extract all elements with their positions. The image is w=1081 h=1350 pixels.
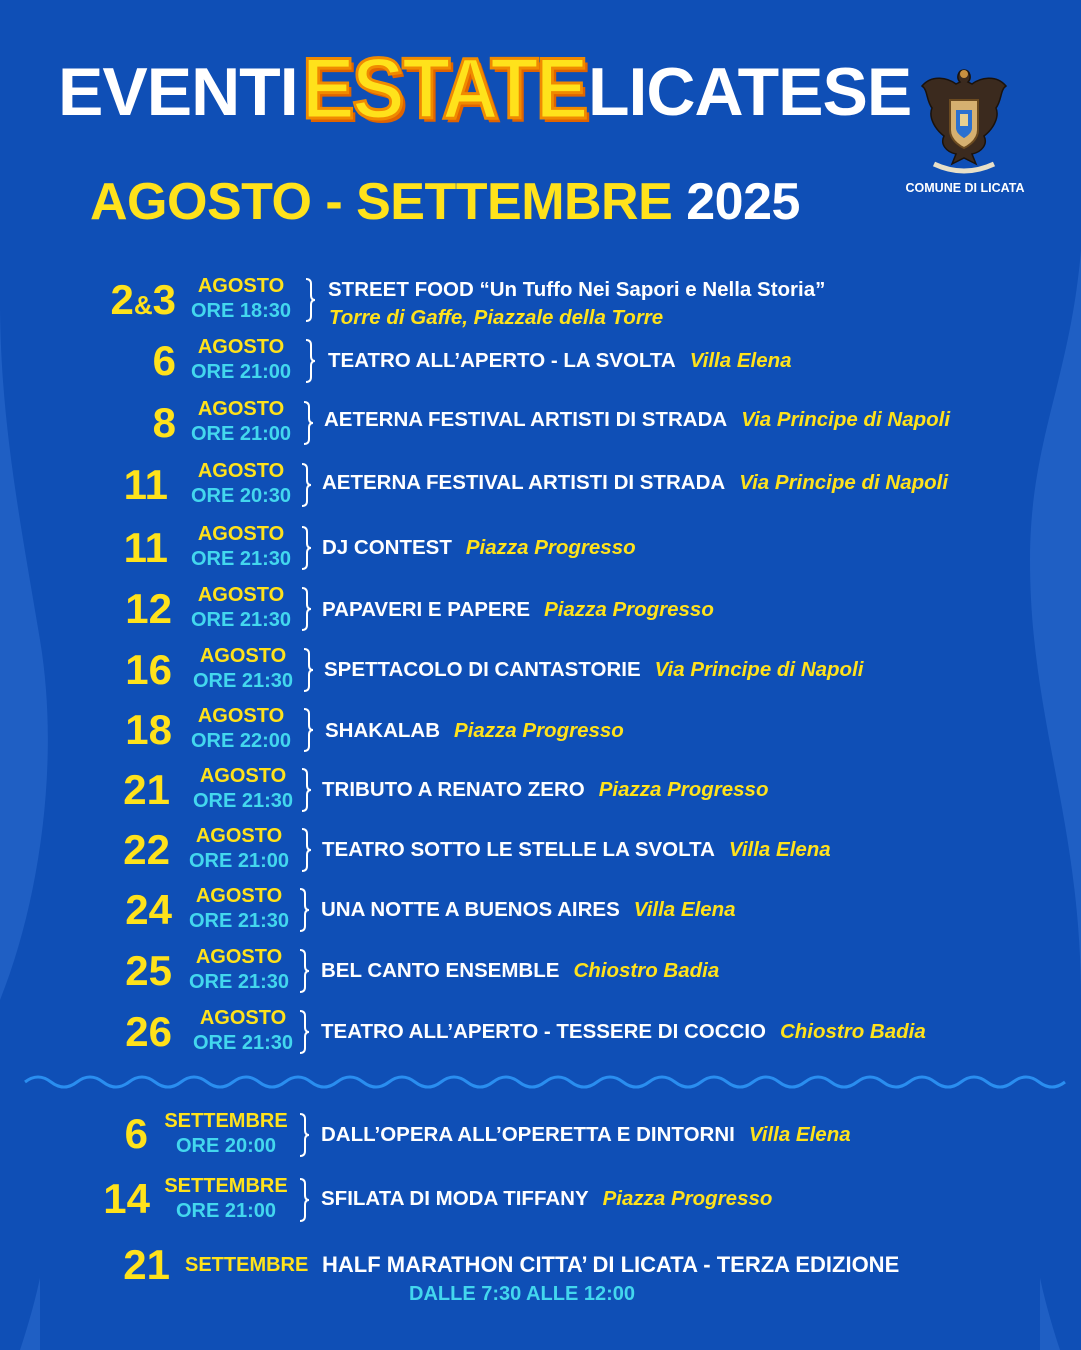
title-licatese: LICATESE [588, 54, 912, 130]
event-month: AGOSTO [199, 1007, 287, 1029]
event-place: Villa Elena [748, 1123, 851, 1146]
brace-icon [298, 949, 310, 993]
event-day: 6 [152, 337, 176, 384]
event-time: ORE 21:00 [188, 850, 290, 872]
event-day: 21 [123, 766, 170, 813]
event-day: 16 [125, 646, 172, 693]
event-info [322, 780, 768, 801]
event-row [0, 1173, 1081, 1227]
event-date-block [178, 1008, 308, 1053]
brace-icon [298, 1113, 310, 1157]
event-place: Via Principe di Napoli [739, 471, 949, 494]
subtitle-year: 2025 [686, 173, 800, 231]
brace-icon [304, 278, 316, 322]
event-row [0, 521, 1081, 575]
event-info [321, 1125, 851, 1146]
title-eventi: EVENTI [58, 54, 298, 130]
event-time: ORE 21:30 [192, 790, 294, 812]
event-name [328, 280, 825, 301]
event-info [322, 473, 948, 494]
event-info [321, 961, 719, 982]
event-row [0, 396, 1081, 450]
event-time: ORE 21:30 [190, 548, 292, 570]
event-name: AETERNA FESTIVAL ARTISTI DI STRADA [322, 471, 726, 494]
brace-icon [302, 401, 314, 445]
event-row [0, 1005, 1081, 1059]
event-name: SPETTACOLO DI CANTASTORIE [324, 658, 641, 681]
event-time: DALLE 7:30 ALLE 12:00 [409, 1283, 635, 1305]
event-place: Piazza Progresso [454, 719, 624, 742]
event-name: HALF MARATHON CITTA’ DI LICATA - TERZA EDIZIONE [322, 1252, 900, 1277]
event-month: AGOSTO [197, 398, 285, 420]
event-date-block [174, 947, 304, 992]
event-day: 26 [125, 1008, 172, 1055]
event-info [322, 840, 831, 861]
event-month: SETTEMBRE [185, 1254, 309, 1276]
event-row [0, 582, 1081, 636]
event-day: 11 [123, 524, 168, 571]
event-row [0, 703, 1081, 757]
event-name-text: STREET FOOD “Un Tuffo Nei Sapori e Nella Storia” [328, 278, 826, 301]
event-place: Piazza Progresso [602, 1187, 773, 1210]
event-month: AGOSTO [195, 825, 283, 847]
event-name: AETERNA FESTIVAL ARTISTI DI STRADA [324, 408, 728, 431]
event-info [328, 351, 792, 372]
event-info [321, 900, 736, 921]
event-time: ORE 21:30 [190, 609, 292, 631]
event-row [0, 823, 1081, 877]
event-day-b: 3 [152, 276, 176, 323]
event-row [0, 1240, 1081, 1305]
event-place: Piazza Progresso [598, 778, 769, 801]
event-month: AGOSTO [197, 523, 285, 545]
logo-label: COMUNE DI LICATA [905, 181, 1025, 195]
event-date-block [176, 585, 306, 630]
event-date-block [176, 399, 306, 444]
event-day: 18 [125, 706, 172, 753]
event-date-block [158, 1176, 294, 1221]
event-name: BEL CANTO ENSEMBLE [321, 959, 560, 982]
brace-icon [300, 526, 312, 570]
event-date-block [158, 1111, 294, 1156]
event-month: AGOSTO [197, 460, 285, 482]
event-month: AGOSTO [197, 705, 285, 727]
event-row [0, 458, 1081, 512]
event-month: AGOSTO [195, 885, 283, 907]
event-month: SETTEMBRE [164, 1110, 288, 1132]
event-time: ORE 18:30 [190, 300, 292, 322]
event-time: ORE 21:00 [175, 1200, 277, 1222]
event-info [324, 410, 950, 431]
brace-icon [300, 587, 312, 631]
subtitle [90, 172, 800, 232]
event-place: Via Principe di Napoli [654, 658, 864, 681]
event-month: SETTEMBRE [164, 1175, 288, 1197]
event-info [322, 1254, 899, 1277]
event-name: DALL’OPERA ALL’OPERETTA E DINTORNI [321, 1123, 735, 1146]
event-place: Villa Elena [689, 349, 792, 372]
event-day [0, 276, 176, 323]
event-name: TEATRO ALL’APERTO - TESSERE DI COCCIO [321, 1020, 766, 1043]
event-place: Chiostro Badia [779, 1020, 926, 1043]
event-time: ORE 21:30 [192, 670, 294, 692]
event-info [321, 1022, 926, 1043]
event-info [321, 1189, 772, 1210]
event-day: 6 [124, 1110, 148, 1157]
event-place: Torre di Gaffe, Piazzale della Torre [329, 306, 664, 329]
event-time: ORE 20:30 [190, 485, 292, 507]
event-date-block [176, 524, 306, 569]
event-time: ORE 21:30 [188, 910, 290, 932]
event-month: AGOSTO [195, 946, 283, 968]
event-info [322, 538, 636, 559]
brace-icon [302, 648, 314, 692]
event-day: 11 [123, 461, 168, 508]
event-row [0, 883, 1081, 937]
event-month: AGOSTO [197, 584, 285, 606]
event-row [0, 274, 1081, 328]
brace-icon [298, 1010, 310, 1054]
event-row [0, 944, 1081, 998]
event-time: ORE 20:00 [175, 1135, 277, 1157]
brace-icon [298, 888, 310, 932]
event-date-block [178, 646, 308, 691]
event-date-block [178, 766, 308, 811]
event-date-block [176, 706, 306, 751]
event-place: Chiostro Badia [573, 959, 720, 982]
event-day-a: 2 [110, 276, 134, 323]
event-month: AGOSTO [199, 645, 287, 667]
brace-icon [302, 708, 314, 752]
subtitle-months: AGOSTO - SETTEMBRE [90, 173, 673, 231]
brace-icon [300, 768, 312, 812]
brace-icon [300, 463, 312, 507]
event-place: Piazza Progresso [465, 536, 636, 559]
event-day: 22 [123, 826, 170, 873]
event-info [324, 660, 863, 681]
event-name: PAPAVERI E PAPERE [322, 598, 531, 621]
event-day: 25 [125, 947, 172, 994]
event-date-block [174, 826, 304, 871]
event-info [325, 721, 624, 742]
brace-icon [300, 828, 312, 872]
event-info [322, 600, 714, 621]
event-date-block [174, 886, 304, 931]
brace-icon [298, 1178, 310, 1222]
event-date-block [176, 276, 306, 321]
event-day: 8 [152, 399, 176, 446]
event-day: 14 [103, 1175, 150, 1222]
event-month: AGOSTO [197, 336, 285, 358]
event-place: Via Principe di Napoli [741, 408, 951, 431]
event-row [0, 763, 1081, 817]
event-name: SHAKALAB [325, 719, 441, 742]
event-time: ORE 22:00 [190, 730, 292, 752]
event-day: 24 [125, 886, 172, 933]
event-day: 21 [123, 1241, 170, 1288]
event-time: ORE 21:00 [190, 361, 292, 383]
event-row [0, 334, 1081, 388]
event-day-ampersand: & [133, 290, 153, 320]
title-estate: ESTATE [302, 41, 586, 137]
event-name: SFILATA DI MODA TIFFANY [321, 1187, 589, 1210]
event-row [0, 1108, 1081, 1162]
event-date-block [176, 337, 306, 382]
event-day: 12 [125, 585, 172, 632]
event-row [0, 643, 1081, 697]
event-time: ORE 21:00 [190, 423, 292, 445]
event-name: TEATRO SOTTO LE STELLE LA SVOLTA [322, 838, 715, 861]
brace-icon [304, 339, 316, 383]
event-month: AGOSTO [199, 765, 287, 787]
eagle-coat-of-arms-icon [918, 60, 1010, 180]
event-time: ORE 21:30 [192, 1032, 294, 1054]
event-date-block [176, 461, 306, 506]
event-time: ORE 21:30 [188, 971, 290, 993]
event-place: Villa Elena [633, 898, 736, 921]
event-place: Piazza Progresso [544, 598, 714, 621]
event-name: DJ CONTEST [322, 536, 452, 559]
event-name: TEATRO ALL’APERTO - LA SVOLTA [328, 349, 676, 372]
event-month: AGOSTO [197, 275, 285, 297]
event-name: TRIBUTO A RENATO ZERO [322, 778, 585, 801]
event-name: UNA NOTTE A BUENOS AIRES [321, 898, 620, 921]
event-place: Villa Elena [728, 838, 831, 861]
